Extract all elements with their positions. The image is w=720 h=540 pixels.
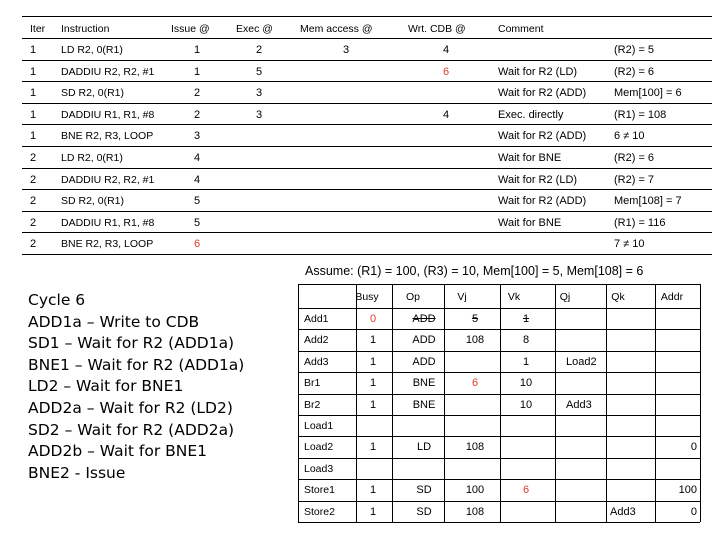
rs-cell-op: LD (416, 441, 432, 453)
inst-cell-issue: 6 (193, 238, 201, 250)
inst-header-0: Iter (30, 23, 46, 35)
inst-cell-instr: LD R2, 0(R1) (61, 44, 123, 56)
note-line: ADD2b – Wait for BNE1 (28, 442, 208, 461)
rs-cell-addr: 0 (690, 441, 697, 453)
inst-cell-result: (R2) = 6 (614, 66, 655, 78)
inst-cell-issue: 5 (193, 195, 201, 207)
inst-row-rule (22, 189, 712, 190)
rs-cell-op: SD (416, 506, 432, 518)
rs-cell-qk: Add3 (610, 506, 636, 518)
inst-cell-comment: Wait for R2 (LD) (498, 66, 578, 78)
rs-row-rule (298, 308, 700, 309)
inst-row-rule (22, 103, 712, 104)
rs-cell-vk: 10 (519, 399, 533, 411)
inst-cell-exec: 3 (255, 87, 263, 99)
rs-row-rule (298, 458, 700, 459)
rs-col-rule (700, 284, 701, 522)
inst-cell-exec: 2 (255, 44, 263, 56)
note-line: ADD1a – Write to CDB (28, 312, 200, 331)
rs-row-rule (298, 329, 700, 330)
inst-top-rule (22, 16, 712, 17)
rs-row-name: Br1 (304, 377, 321, 389)
inst-row-rule (22, 81, 712, 82)
rs-cell-addr: 0 (690, 506, 697, 518)
rs-row-name: Store1 (304, 484, 335, 496)
rs-cell-vj: 5 (471, 313, 479, 325)
rs-cell-vj: 108 (465, 441, 485, 453)
rs-col-rule (655, 284, 656, 522)
inst-row-rule (22, 60, 712, 61)
cycle-notes (28, 290, 244, 484)
rs-cell-op: ADD (412, 356, 436, 368)
inst-cell-issue: 3 (193, 130, 201, 142)
note-line: Cycle 6 (28, 291, 86, 309)
rs-row-name: Store2 (304, 506, 335, 518)
rs-cell-op: SD (416, 484, 432, 496)
note-line: SD1 – Wait for R2 (ADD1a) (28, 334, 235, 353)
inst-cell-comment: Exec. directly (498, 109, 564, 121)
inst-header-4: Mem access @ (300, 23, 373, 35)
rs-col-rule (555, 284, 556, 522)
note-line: LD2 – Wait for BNE1 (28, 377, 184, 396)
rs-row-name: Load3 (304, 463, 334, 475)
rs-header-7: Addr (660, 291, 684, 303)
inst-header-1: Instruction (61, 23, 110, 35)
rs-cell-busy: 1 (369, 506, 377, 518)
rs-header-2: Op (405, 291, 420, 303)
rs-row-name: Br2 (304, 399, 321, 411)
inst-cell-instr: DADDIU R2, R2, #1 (61, 66, 155, 78)
rs-row-name: Load2 (304, 441, 334, 453)
rs-cell-busy: 1 (369, 399, 377, 411)
rs-header-5: Qj (559, 291, 571, 303)
inst-cell-iter: 2 (30, 195, 37, 207)
rs-cell-busy: 1 (369, 356, 377, 368)
inst-cell-issue: 4 (193, 174, 201, 186)
rs-row-name: Load1 (304, 420, 334, 432)
rs-cell-busy: 0 (369, 313, 377, 325)
rs-cell-busy: 1 (369, 484, 377, 496)
inst-cell-result: (R2) = 5 (614, 44, 655, 56)
rs-row-name: Add3 (304, 356, 329, 368)
inst-cell-iter: 1 (30, 109, 37, 121)
inst-cell-exec: 5 (255, 66, 263, 78)
rs-header-3: Vj (457, 291, 467, 303)
inst-header-5: Wrt. CDB @ (408, 23, 466, 35)
inst-cell-cdb: 4 (442, 109, 450, 121)
inst-cell-result: 7 ≠ 10 (614, 238, 645, 250)
inst-row-rule (22, 168, 712, 169)
rs-row-rule (298, 372, 700, 373)
rs-row-rule (298, 501, 700, 502)
inst-header-2: Issue @ (171, 23, 210, 35)
inst-header-6: Comment (498, 23, 544, 35)
inst-cell-instr: DADDIU R2, R2, #1 (61, 174, 155, 186)
inst-cell-comment: Wait for R2 (LD) (498, 174, 578, 186)
rs-header-6: Qk (611, 291, 625, 303)
inst-cell-comment: Wait for BNE (498, 217, 562, 229)
rs-row-name: Add2 (304, 334, 329, 346)
rs-row-rule (298, 522, 700, 523)
inst-cell-issue: 2 (193, 109, 201, 121)
inst-cell-instr: DADDIU R1, R1, #8 (61, 109, 155, 121)
rs-row-rule (298, 436, 700, 437)
inst-cell-result: (R2) = 6 (614, 152, 655, 164)
inst-cell-iter: 2 (30, 152, 37, 164)
inst-cell-result: 6 ≠ 10 (614, 130, 645, 142)
inst-cell-instr: SD R2, 0(R1) (61, 195, 125, 207)
rs-cell-busy: 1 (369, 441, 377, 453)
rs-cell-qj: Add3 (566, 399, 592, 411)
rs-cell-vk: 6 (522, 484, 530, 496)
inst-cell-instr: DADDIU R1, R1, #8 (61, 217, 155, 229)
inst-cell-comment: Wait for R2 (ADD) (498, 130, 587, 142)
inst-cell-instr: BNE R2, R3, LOOP (61, 238, 154, 250)
rs-cell-op: ADD (412, 334, 436, 346)
rs-row-name: Add1 (304, 313, 329, 325)
inst-cell-issue: 4 (193, 152, 201, 164)
rs-cell-vk: 1 (522, 356, 530, 368)
rs-header-1: Busy (355, 291, 379, 303)
inst-cell-iter: 1 (30, 87, 37, 99)
inst-cell-instr: LD R2, 0(R1) (61, 152, 123, 164)
inst-cell-issue: 5 (193, 217, 201, 229)
note-line: BNE1 – Wait for R2 (ADD1a) (28, 355, 245, 374)
inst-cell-instr: SD R2, 0(R1) (61, 87, 125, 99)
inst-cell-iter: 1 (30, 44, 37, 56)
rs-cell-busy: 1 (369, 334, 377, 346)
inst-row-rule (22, 232, 712, 233)
rs-cell-vj: 6 (471, 377, 479, 389)
rs-cell-vj: 100 (465, 484, 485, 496)
inst-cell-cdb: 6 (442, 66, 450, 78)
note-line: SD2 – Wait for R2 (ADD2a) (28, 420, 235, 439)
rs-col-rule (298, 284, 299, 522)
inst-cell-issue: 1 (193, 66, 201, 78)
rs-cell-op: ADD (412, 313, 436, 325)
rs-cell-vj: 108 (465, 506, 485, 518)
inst-cell-result: Mem[100] = 6 (614, 87, 682, 99)
inst-cell-result: (R1) = 116 (614, 217, 666, 229)
rs-cell-addr: 100 (678, 484, 697, 496)
inst-row-rule (22, 124, 712, 125)
rs-cell-op: BNE (412, 377, 436, 389)
rs-header-4: Vk (507, 291, 521, 303)
inst-cell-result: (R1) = 108 (614, 109, 667, 121)
rs-cell-op: BNE (412, 399, 436, 411)
inst-cell-cdb: 4 (442, 44, 450, 56)
inst-cell-comment: Wait for R2 (ADD) (498, 87, 587, 99)
inst-row-rule (22, 38, 712, 39)
rs-row-rule (298, 394, 700, 395)
inst-cell-iter: 2 (30, 174, 37, 186)
inst-header-3: Exec @ (236, 23, 273, 35)
inst-cell-comment: Wait for R2 (ADD) (498, 195, 587, 207)
rs-cell-vk: 10 (519, 377, 533, 389)
inst-cell-iter: 2 (30, 217, 37, 229)
inst-cell-issue: 1 (193, 44, 201, 56)
inst-cell-exec: 3 (255, 109, 263, 121)
assumption-text: Assume: (R1) = 100, (R3) = 10, Mem[100] = 5, Mem[108] = 6 (305, 264, 644, 278)
rs-row-rule (298, 479, 700, 480)
inst-cell-iter: 1 (30, 66, 37, 78)
rs-cell-vk: 1 (522, 313, 530, 325)
rs-top-rule (298, 284, 700, 285)
inst-cell-comment: Wait for BNE (498, 152, 562, 164)
inst-row-rule (22, 211, 712, 212)
rs-cell-qj: Load2 (566, 356, 597, 368)
inst-cell-iter: 2 (30, 238, 37, 250)
inst-cell-issue: 2 (193, 87, 201, 99)
rs-cell-vj: 108 (465, 334, 485, 346)
rs-cell-busy: 1 (369, 377, 377, 389)
note-line: ADD2a – Wait for R2 (LD2) (28, 398, 233, 417)
inst-row-rule (22, 146, 712, 147)
inst-row-rule (22, 254, 712, 255)
inst-cell-iter: 1 (30, 130, 37, 142)
rs-row-rule (298, 415, 700, 416)
inst-cell-instr: BNE R2, R3, LOOP (61, 130, 154, 142)
rs-row-rule (298, 351, 700, 352)
note-line: BNE2 - Issue (28, 463, 126, 482)
inst-cell-result: Mem[108] = 7 (614, 195, 682, 207)
rs-cell-vk: 8 (522, 334, 530, 346)
inst-cell-result: (R2) = 7 (614, 174, 655, 186)
inst-cell-mem: 3 (342, 44, 350, 56)
